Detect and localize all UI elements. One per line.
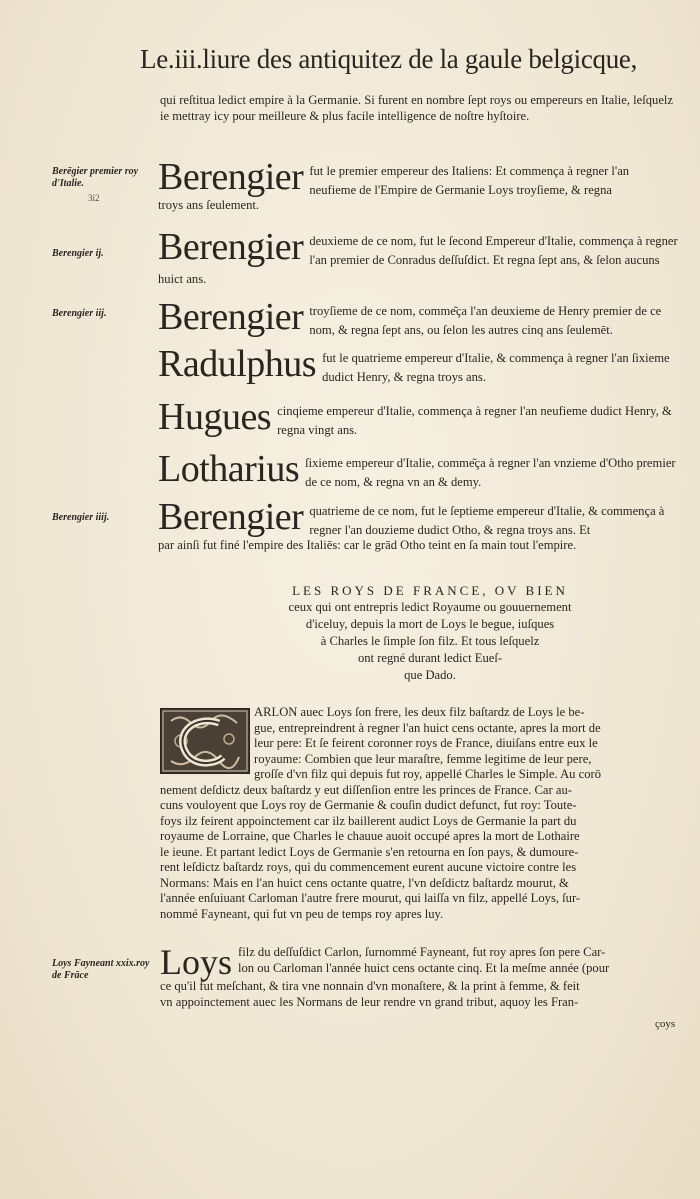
margin-note: Loys Fayneant xxix.roy de Frāce [52, 958, 150, 981]
entry-tail: troys ans ſeulement. [158, 198, 260, 212]
section-heading-caps: LES ROYS DE FRANCE, OV BIEN [292, 583, 568, 598]
entry-text: quatrieme de ce nom, fut le ſeptieme empereur d'Italie, & commença à regner l'an douzieme dudict Otho, & regna troys ans. Et [309, 504, 665, 537]
entry-text: fut le premier empereur des Italiens: Et commença à regner l'an neufieme de l'Empire de Germanie Loys troyſieme, & regna [309, 164, 630, 197]
text-line: nommé Fayneant, qui fut vn peu de temps roy apres luy. [160, 906, 444, 921]
entry-hugues [158, 396, 678, 438]
entry-tail: par ainſi fut finé l'empire des Italiēs: car le grād Otho teint en ſa main tout l'empire. [158, 538, 577, 552]
entry-name: Radulphus [158, 343, 317, 385]
entry-radulphus [158, 343, 678, 385]
catchword: çoys [655, 1018, 676, 1030]
entry-text: fut le quatrieme empereur d'Italie, & commença à regner l'an ſixieme dudict Henry, & regna troys ans. [322, 351, 670, 384]
intro-paragraph: qui reſtitua ledict empire à la Germanie. Si furent en nombre ſept roys ou empereurs en Italie, leſquelz ie mettray icy pour meilleure & plus facile intelligence de noſtre hyſtoire. [160, 93, 674, 123]
margin-note: Berengier iiij. [52, 512, 110, 523]
page-header: Le.iii.liure des antiquitez de la gaule belgicque, [140, 44, 638, 74]
section-heading-line: à Charles le ſimple ſon filz. Et tous leſquelz [320, 634, 540, 648]
entry-name: Berengier [158, 226, 304, 268]
section-heading [200, 582, 660, 684]
section-heading-line: d'iceluy, depuis la mort de Loys le begue, iuſques [305, 617, 555, 631]
entry-berengier-4 [158, 496, 678, 553]
entry-loys [160, 942, 680, 1010]
margin-note: Berengier iij. [52, 308, 107, 319]
text-line: groſſe d'vn filz qui depuis fut roy, appellé Charles le Simple. Au corō [254, 767, 602, 781]
entry-lotharius [158, 448, 678, 490]
text-line: royaume de Lorraine, que Charles le chauue auoit occupé apres la mort de Lothaire [160, 829, 580, 843]
section-heading-line: ceux qui ont entrepris ledict Royaume ou gouuernement [288, 600, 572, 614]
text-line: ce qu'il fut meſchant, & tira vne nonnain d'vn monaſtere, & la print à femme, & feit [160, 979, 580, 993]
text-line: cuns vouloyent que Loys roy de Germanie & couſin dudict defunct, fut roy: Toute- [160, 798, 577, 812]
text-line: rent leſdictz baſtardz roys, qui du commencement eurent aucune victoire contre les [160, 860, 577, 874]
text-line: l'année enſuiuant Carloman l'autre frere mourut, qui laiſſa vn filz, appellé Loys, ſur- [160, 891, 581, 905]
margin-note: Berēgier premier roy d'Italie. 3i2 [52, 166, 152, 204]
text-line: Normans: Mais en l'an huict cens octante quatre, l'vn deſdictz baſtardz mourut, & [160, 875, 569, 890]
entry-text: deuxieme de ce nom, fut le ſecond Empereur d'Italie, commença à regner l'an premier de Conradus deſſuſdict. Et regna ſept ans, & ſelon aucuns huict ans. [158, 234, 678, 286]
text-line: foys ilz feirent appoinctement car ilz baillerent audict Loys de Germanie la part du [160, 813, 577, 828]
text-line: nement deſdictz deux baſtardz y eut diſſenſion entre les princes de France. Car au- [160, 782, 572, 797]
entry-name: Berengier [158, 496, 304, 538]
margin-note: Berengier ij. [52, 248, 104, 259]
main-paragraph [160, 705, 680, 922]
margin-number: 3i2 [88, 193, 100, 203]
entry-berengier-1 [158, 156, 678, 213]
text-line: lon ou Carloman l'année huict cens octante cinq. Et la meſme année (pour [238, 960, 610, 975]
text-line: vn appoinctement auec les Normans de leur rendre vn grand tribut, aquoy les Fran- [160, 994, 579, 1009]
text-line: ARLON auec Loys ſon frere, les deux filz baſtardz de Loys le be- [254, 705, 585, 719]
section-heading-line: ont regné durant ledict Eueſ- [357, 651, 503, 665]
entry-name: Berengier [158, 156, 304, 198]
entry-text: ſixieme empereur d'Italie, comme͂ça à regner l'an vnzieme d'Otho premier de ce nom, & regna vn an & demy. [305, 456, 676, 489]
text-line: filz du deſſuſdict Carlon, ſurnommé Fayneant, fut roy apres ſon pere Car- [238, 945, 606, 959]
entry-name: Berengier [158, 296, 304, 338]
entry-berengier-3 [158, 296, 678, 338]
text-line: royaume: Combien que leur maraſtre, femme legitime de leur pere, [254, 751, 592, 766]
entry-text: troyſieme de ce nom, comme͂ça l'an deuxieme de Henry premier de ce nom, & regna ſept ans, ou ſelon les autres cinq ans ſeulemēt. [309, 304, 662, 337]
entry-berengier-2 [158, 226, 678, 287]
section-heading-line: que Dado. [404, 668, 456, 682]
entry-text: cinqieme empereur d'Italie, commença à regner l'an neufieme dudict Henry, & regna vingt ans. [277, 404, 672, 437]
entry-name: Lotharius [158, 448, 300, 490]
text-line: gue, entrepreindrent à regner l'an huict cens octante, apres la mort de [254, 720, 601, 735]
text-line: leur pere: Et ſe feirent coronner roys de France, diuiſans entre eux le [254, 736, 598, 750]
entry-name: Hugues [158, 396, 272, 438]
entry-name: Loys [160, 942, 232, 982]
text-line: le ieune. Et partant ledict Loys de Germanie s'en retourna en ſon pays, & dumoure- [160, 844, 579, 859]
